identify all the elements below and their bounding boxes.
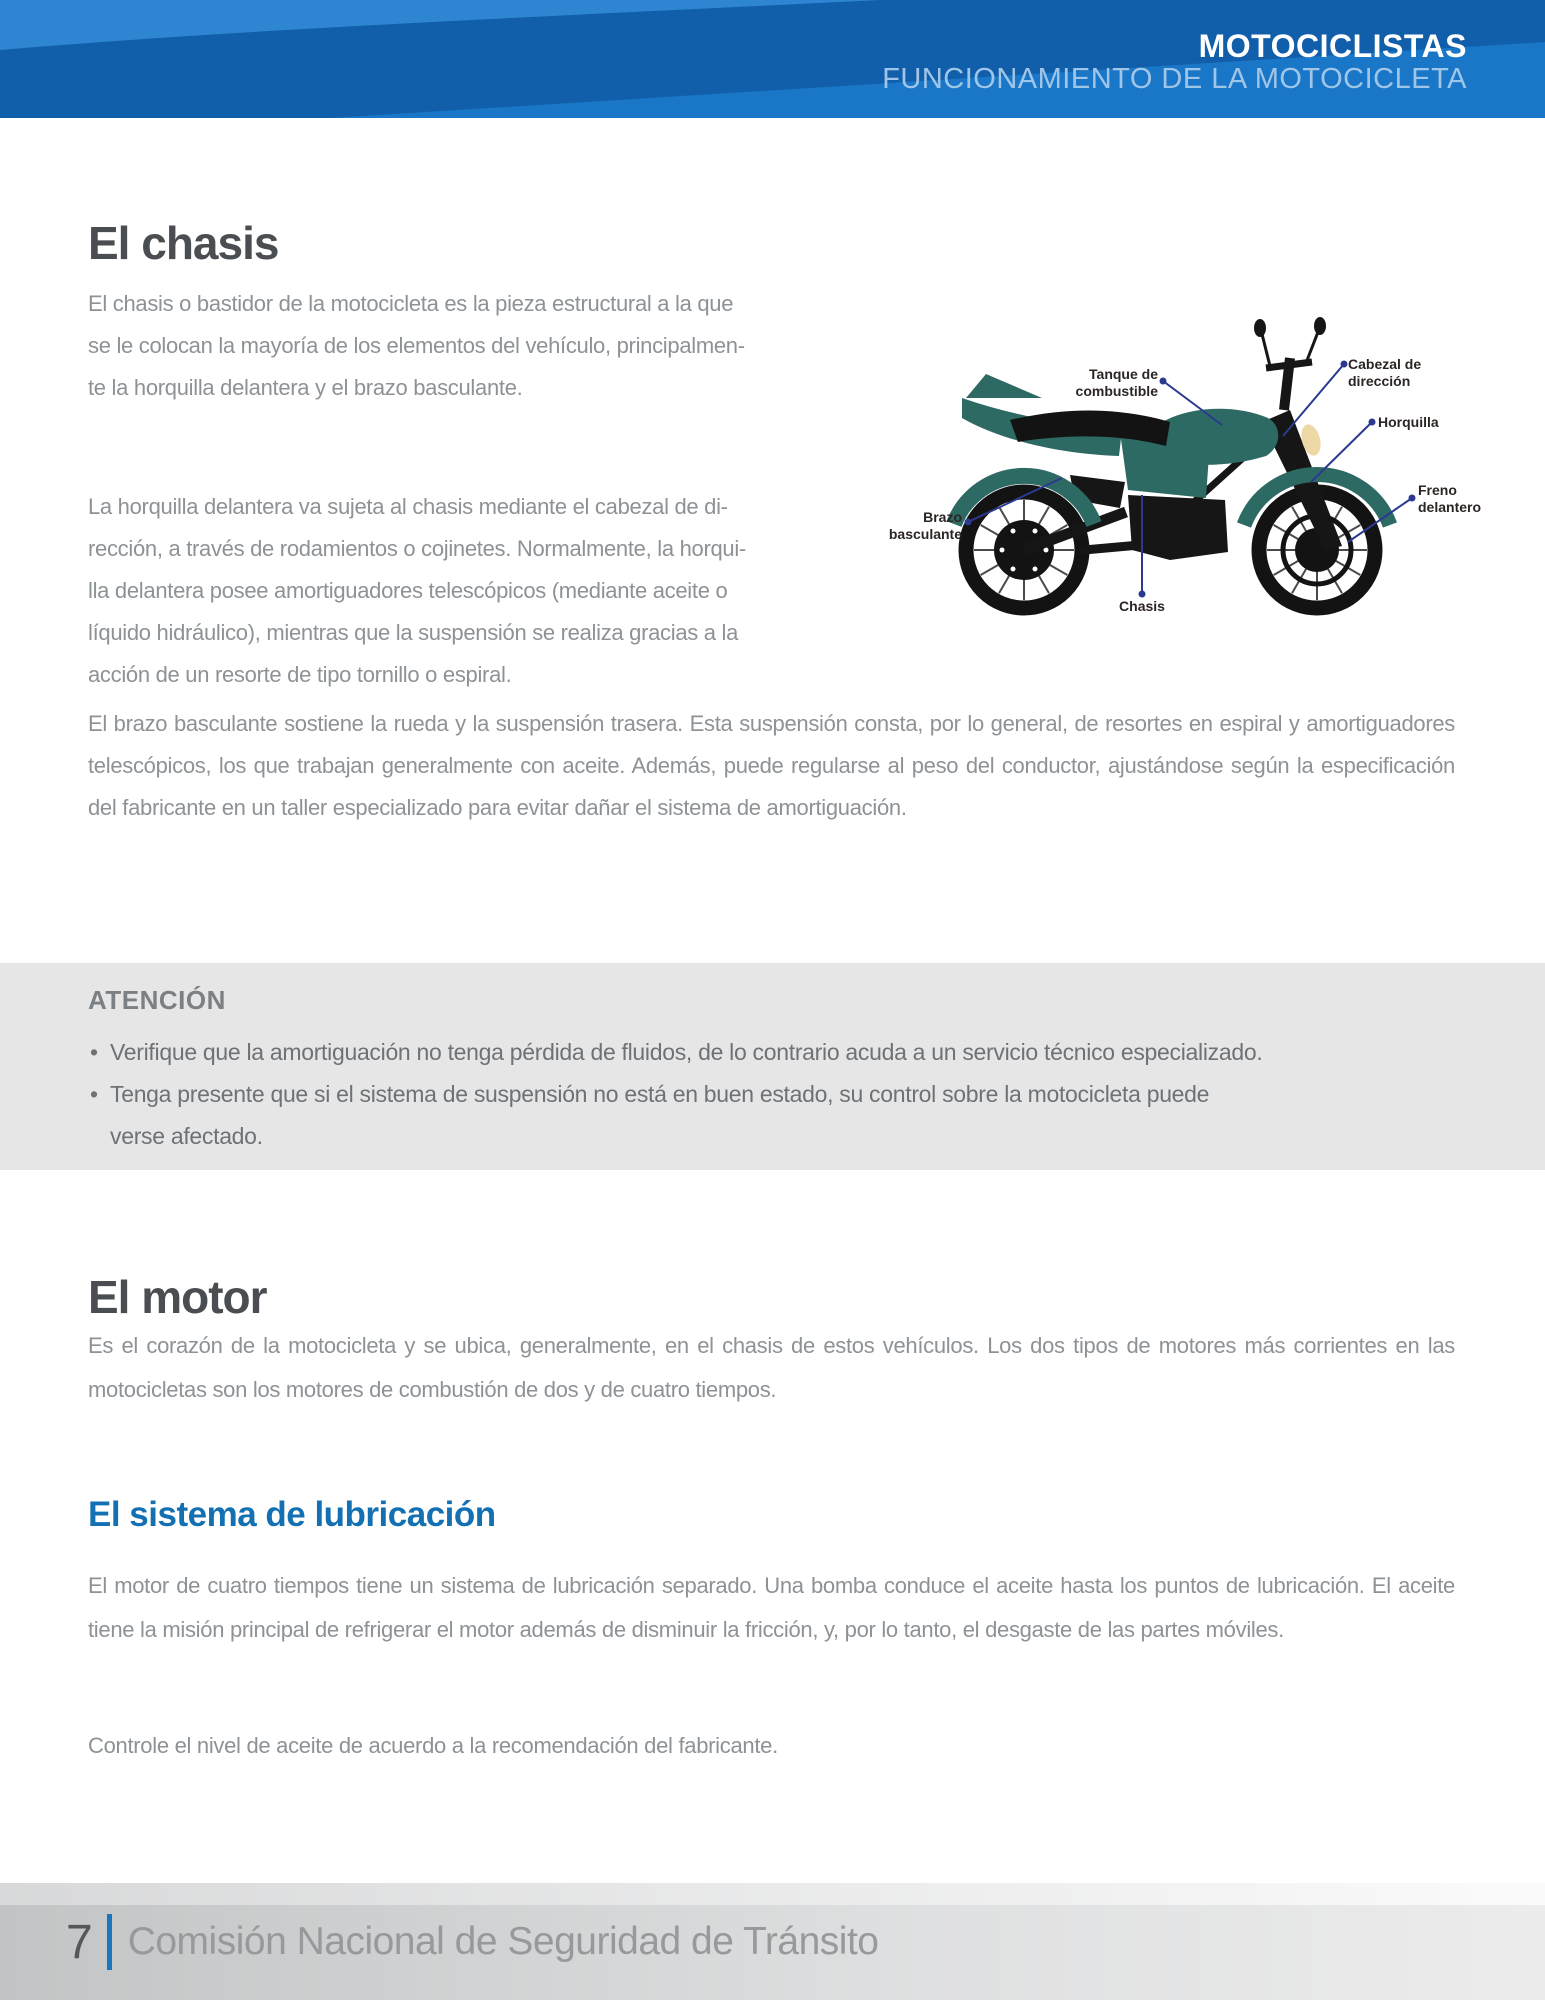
lubrication-paragraph-1: El motor de cuatro tiempos tiene un sistema de lubricación separado. Una bomba conduce el aceite hasta los puntos de lubricación. El aceite tiene la misión principal de refrigerar el motor además de disminuir la fricción, y, por lo tanto, el desgaste de las partes móviles.	[88, 1573, 1455, 1642]
header-title: MOTOCICLISTAS	[1198, 28, 1467, 64]
label-swingarm: Brazo basculante	[888, 509, 962, 542]
header-subtitle: FUNCIONAMIENTO DE LA MOTOCICLETA	[882, 63, 1467, 95]
label-fuel-tank: Tanque de combustible	[1075, 366, 1158, 399]
chasis-paragraph-2: La horquilla delantera va sujeta al chasis mediante el cabezal de di- rección, a través de rodamientos o cojinetes. Normalmente, la horqui- lla delantera posee amortiguadores telescópicos (mediante aceite o líquido hidráulico), mientras que la suspensión se realiza gracias a la acción de un resorte de tipo tornillo o espiral.	[88, 494, 746, 687]
section-title-chasis: El chasis	[88, 217, 279, 269]
attention-bullet-2: • Tenga presente que si el sistema de suspensión no está en buen estado, su control sobre la motocicleta puede verse afectado.	[88, 1073, 1478, 1157]
section-title-motor: El motor	[88, 1271, 267, 1323]
attention-box	[0, 963, 1545, 1170]
motor-paragraph: Es el corazón de la motocicleta y se ubica, generalmente, en el chasis de estos vehículos. Los dos tipos de motores más corrientes en las motocicletas son los motores de combustión de dos y de cuatro tiempos.	[88, 1333, 1455, 1402]
attention-bullet-1: • Verifique que la amortiguación no tenga pérdida de fluidos, de lo contrario acuda a un servicio técnico especializado.	[88, 1031, 1478, 1073]
page-header	[0, 0, 1545, 118]
label-chassis: Chasis	[1119, 598, 1165, 614]
label-steering-head: Cabezal de dirección	[1348, 356, 1422, 389]
footer-divider-bar	[107, 1914, 112, 1970]
footer-content	[66, 1907, 878, 1977]
page-footer	[0, 1883, 1545, 2000]
page-number: 7	[66, 1915, 93, 1969]
section-title-lubrication: El sistema de lubricación	[88, 1495, 496, 1534]
motorcycle-diagram	[870, 250, 1530, 630]
label-fork: Horquilla	[1378, 414, 1439, 430]
motorcycle-illustration	[870, 250, 1530, 630]
chasis-paragraph-1: El chasis o bastidor de la motocicleta es la pieza estructural a la que se le colocan la mayoría de los elementos del vehículo, principalmen- te la horquilla delantera y el brazo basculante.	[88, 291, 745, 400]
lubrication-paragraph-2: Controle el nivel de aceite de acuerdo a la recomendación del fabricante.	[88, 1733, 778, 1758]
chasis-paragraph-3: El brazo basculante sostiene la rueda y la suspensión trasera. Esta suspensión consta, por lo general, de resortes en espiral y amortiguadores telescópicos, los que trabajan generalmente con aceite. Además, puede regularse al peso del conductor, ajustándose según la especificación del fabricante en un taller especializado para evitar dañar el sistema de amortiguación.	[88, 711, 1455, 820]
attention-bullet-list	[88, 1031, 1478, 1157]
label-front-brake: Freno delantero	[1418, 482, 1482, 515]
footer-organization: Comisión Nacional de Seguridad de Tránsito	[127, 1920, 879, 1963]
attention-title: ATENCIÓN	[88, 985, 226, 1015]
